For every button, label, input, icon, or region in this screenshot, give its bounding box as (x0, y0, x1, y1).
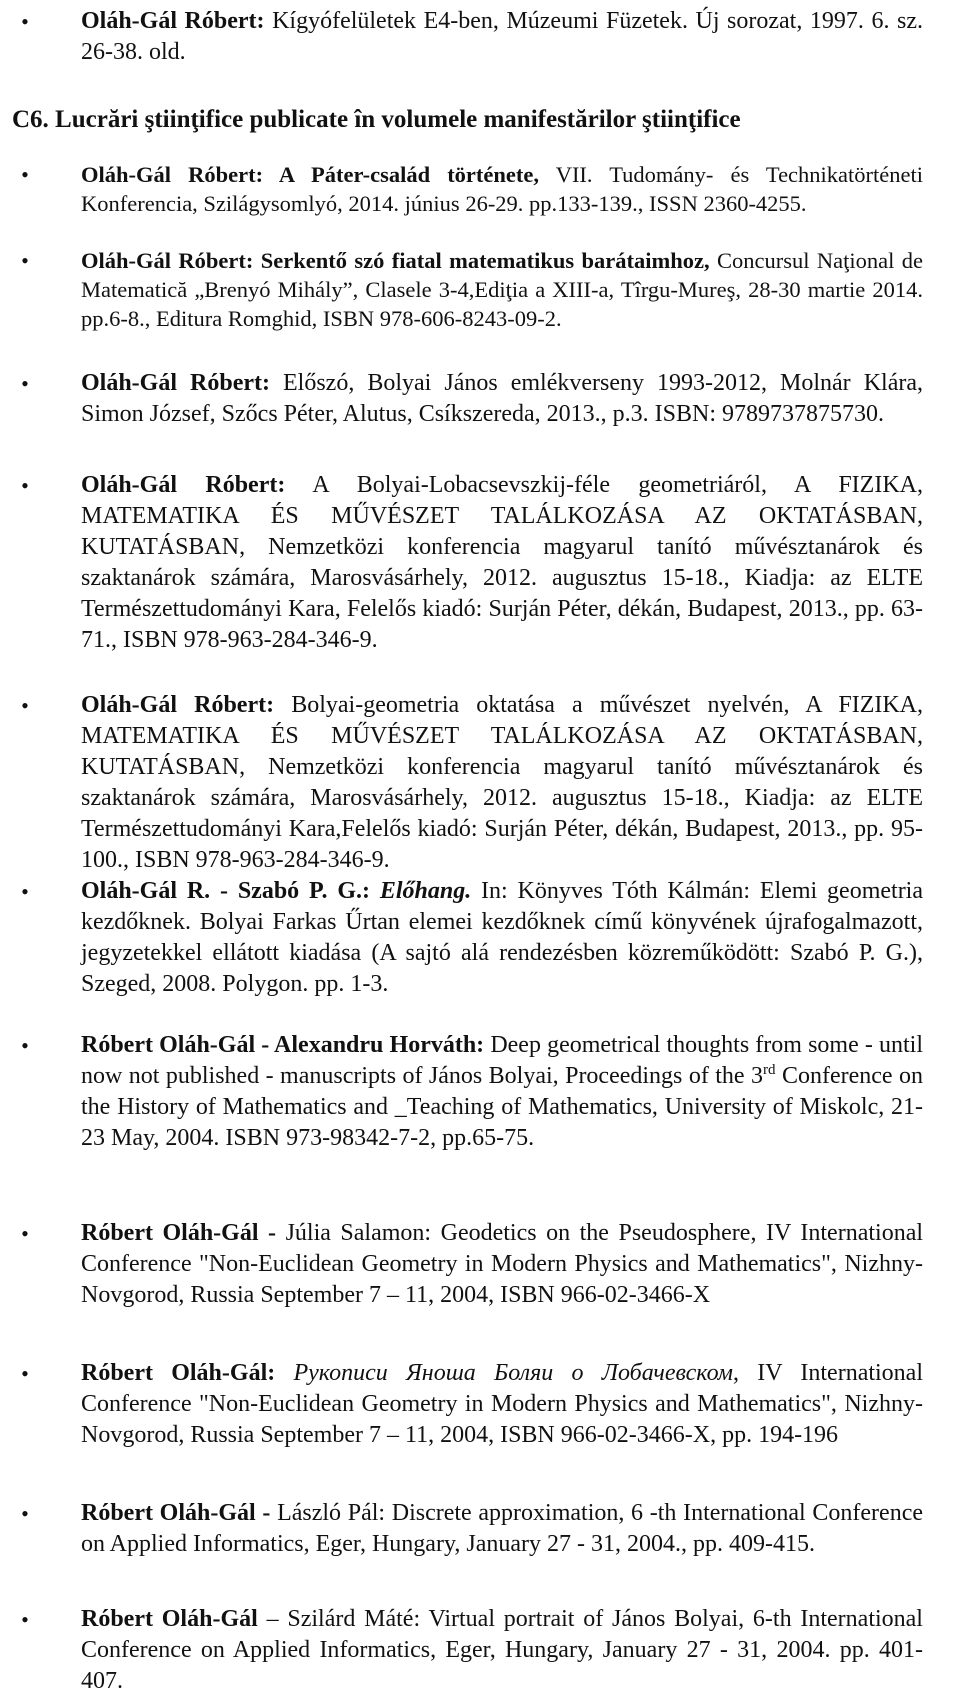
item-author: Róbert Oláh-Gál - (81, 1220, 277, 1246)
item-text: Concursul Naţional de Matematică „Brenyó Mihály”, Clasele 3-4,Ediţia a XIII-a, Tîrgu-Mureş, 28-30 martie 2014. pp.6-8., Editura Romghid, ISBN 978-606-8243-09-2. (81, 248, 923, 331)
bullet: • (21, 1221, 29, 1246)
item-author: Oláh-Gál Róbert: A Páter-család története, (81, 162, 540, 187)
item-author: Oláh-Gál R. - Szabó P. G.: (81, 878, 370, 904)
list-item (21, 368, 923, 430)
item-author: Róbert Oláh-Gál (81, 1606, 258, 1632)
bullet: • (21, 473, 29, 498)
item-title: Рукописи Яноша Боляи о Лобачевском (275, 1360, 733, 1386)
list-item (21, 1358, 923, 1451)
item-author: Oláh-Gál Róbert: (81, 8, 265, 34)
item-text: , IV International Conference "Non-Euclidean Geometry in Modern Physics and Mathematics", Nizhny-Novgorod, Russia September 7 – 11, 2004, ISBN 966-02-3466-X, pp. 194-196 (81, 1360, 923, 1448)
bullet: • (21, 248, 29, 273)
list-item (21, 1498, 924, 1560)
bullet: • (21, 1607, 29, 1632)
bullet: • (21, 1361, 29, 1386)
item-text: Kígyófelületek E4-ben, Múzeumi Füzetek. Új sorozat, 1997. 6. sz. 26-38. old. (81, 8, 923, 65)
bullet: • (21, 1033, 29, 1058)
item-text: Júlia Salamon: Geodetics on the Pseudosphere, IV International Conference "Non-Euclidean Geometry in Modern Physics and Mathematics", Nizhny-Novgorod, Russia September 7 – 11, 2004, ISBN 966-02-3466-X (81, 1220, 924, 1308)
item-author: Oláh-Gál Róbert: (81, 692, 275, 718)
bullet: • (21, 9, 29, 34)
item-text: Bolyai-geometria oktatása a művészet nyelvén, A FIZIKA, MATEMATIKA ÉS MŰVÉSZET TALÁLKOZÁSA AZ OKTATÁSBAN, KUTATÁSBAN, Nemzetközi konferencia magyarul tanító művésztanárok és szaktanárok számára, Marosvásárhely, 2012. augusztus 15-18., Kiadja: az ELTE Természettudományi Kara,Felelős kiadó: Surján Péter, dékán, Budapest, 2013., pp. 95-100., ISBN 978-963-284-346-9. (81, 692, 924, 873)
list-item (21, 1218, 924, 1311)
list-item (21, 1604, 923, 1697)
bullet: • (21, 879, 29, 904)
item-author: Róbert Oláh-Gál - (81, 1500, 271, 1526)
list-item (21, 876, 924, 1000)
list-item (21, 246, 923, 333)
section-heading: C6. Lucrări ştiinţifice publicate în volumele manifestărilor ştiinţifice (12, 106, 741, 133)
list-item (21, 6, 923, 68)
list-item (21, 1030, 923, 1154)
item-author: Oláh-Gál Róbert: (81, 370, 270, 396)
bullet: • (21, 1501, 29, 1526)
item-author: Oláh-Gál Róbert: (81, 472, 286, 498)
list-item (21, 470, 923, 656)
item-title: Előhang. (369, 878, 472, 904)
bullet: • (21, 162, 29, 187)
item-text: A Bolyai-Lobacsevszkij-féle geometriáról, A FIZIKA, MATEMATIKA ÉS MŰVÉSZET TALÁLKOZÁSA AZ OKTATÁSBAN, KUTATÁSBAN, Nemzetközi konferencia magyarul tanító művésztanárok és szaktanárok számára, Marosvásárhely, 2012. augusztus 15-18., Kiadja: az ELTE Természettudományi Kara, Felelős kiadó: Surján Péter, dékán, Budapest, 2013., pp. 63-71., ISBN 978-963-284-346-9. (81, 472, 923, 653)
item-author: Róbert Oláh-Gál: (81, 1360, 276, 1386)
bullet: • (21, 371, 29, 396)
item-text: – Szilárd Máté: Virtual portrait of János Bolyai, 6-th International Conference on Applied Informatics, Eger, Hungary, January 27 - 31, 2004. pp. 401-407. (81, 1606, 923, 1694)
ordinal-superscript: rd (763, 1062, 776, 1078)
item-author: Róbert Oláh-Gál - Alexandru Horváth: (81, 1032, 485, 1058)
item-text: László Pál: Discrete approximation, 6 -th International Conference on Applied Informatics, Eger, Hungary, January 27 - 31, 2004., pp. 409-415. (81, 1500, 924, 1557)
item-author: Oláh-Gál Róbert: Serkentő szó fiatal matematikus barátaimhoz, (81, 248, 710, 273)
bullet: • (21, 693, 29, 718)
item-text-continued: Conference on the History of Mathematics and _Teaching of Mathematics, University of Miskolc, 21-23 May, 2004. ISBN 973-98342-7-2, pp.65-75. (81, 1063, 923, 1151)
item-text: Előszó, Bolyai János emlékverseny 1993-2012, Molnár Klára, Simon József, Szőcs Péter, Alutus, Csíkszereda, 2013., p.3. ISBN: 9789737875730. (81, 370, 923, 427)
item-text: VII. Tudomány- és Technikatörténeti Konferencia, Szilágysomlyó, 2014. június 26-29. pp.133-139., ISSN 2360-4255. (81, 162, 924, 216)
list-item (21, 690, 924, 876)
list-item (21, 160, 924, 218)
item-text: In: Könyves Tóth Kálmán: Elemi geometria kezdőknek. Bolyai Farkas Űrtan elemei kezdőknek című könyvének újrafogalmazott, jegyzetekkel ellátott kiadása (A sajtó alá rendezésben közreműködött: Szabó P. G.), Szeged, 2008. Polygon. pp. 1-3. (81, 878, 924, 997)
item-text: Deep geometrical thoughts from some - until now not published - manuscripts of János Bolyai, Proceedings of the 3 (81, 1032, 923, 1089)
